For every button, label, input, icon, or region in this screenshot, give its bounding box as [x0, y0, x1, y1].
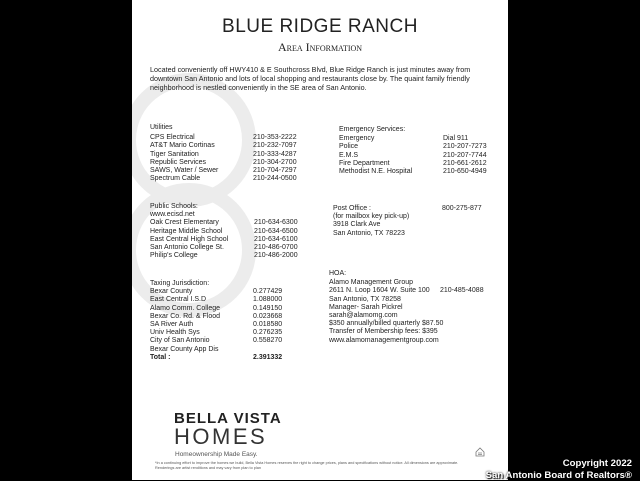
- school-row: Philip's College 210-486-2000: [150, 252, 298, 260]
- emergency-row: E.M.S 210-207-7744: [339, 151, 487, 159]
- tax-row: Bexar County 0.277429: [150, 288, 283, 296]
- hoa-website-link[interactable]: www.alamomanagementgroup.com: [329, 336, 439, 344]
- tax-row: Univ Health Sys 0.276235: [150, 329, 283, 337]
- hoa-manager: Manager- Sarah Pickrel: [329, 303, 403, 311]
- tax-row: Bexar Co. Rd. & Flood 0.023668: [150, 312, 283, 320]
- emergency-row: Police 210-207-7273: [339, 143, 487, 151]
- schools-website-link[interactable]: www.ecisd.net: [150, 211, 195, 219]
- emergency-heading: Emergency Services:: [339, 126, 406, 133]
- brand-tagline: Homeownership Made Easy.: [175, 451, 258, 458]
- post-office-line: San Antonio, TX 78223: [333, 229, 405, 237]
- utility-row: Tiger Sanitation 210-333-4287: [150, 150, 297, 158]
- board-overlay: San Antonio Board of Realtors®: [485, 470, 632, 481]
- brand-logo-line1: BELLA VISTA: [174, 410, 282, 427]
- tax-row: SA River Auth 0.018580: [150, 321, 283, 329]
- post-office-section: [333, 205, 493, 238]
- tax-total-row: Total : 2.391332: [150, 353, 283, 361]
- tax-row: Alamo Comm. College 0.149150: [150, 304, 283, 312]
- utilities-section: [150, 124, 297, 183]
- emergency-row: Fire Department 210-661-2612: [339, 159, 487, 167]
- utility-row: SAWS, Water / Sewer 210-704-7297: [150, 167, 297, 175]
- hoa-email-link[interactable]: sarah@alamomg.com: [329, 312, 398, 320]
- equal-housing-icon: [475, 447, 485, 457]
- taxing-section: [150, 280, 282, 362]
- tax-row: Bexar County App Dis: [150, 345, 219, 353]
- post-office-line: 3918 Clark Ave: [333, 221, 381, 229]
- school-row: Oak Crest Elementary 210-634-6300: [150, 219, 298, 227]
- school-row: San Antonio College St. 210-486-0700: [150, 244, 298, 252]
- intro-paragraph: Located conveniently off HWY410 & E Southcross Blvd, Blue Ridge Ranch is just minutes away from downtown San Antonio and lots of local shopping and restaurants close by. The quaint family friendly neighborhood is nestled conveniently in the SE area of San Antonio.: [150, 65, 471, 92]
- hoa-city: San Antonio, TX 78258: [329, 295, 401, 303]
- brand-logo-line2: HOMES: [174, 424, 268, 449]
- tax-row: East Central I.S.D 1.088000: [150, 296, 283, 304]
- page-title: BLUE RIDGE RANCH: [222, 16, 418, 37]
- hoa-dues: $350 annually/billed quarterly $87.50: [329, 320, 444, 328]
- utilities-heading: Utilities: [150, 124, 173, 131]
- hoa-section: [329, 270, 504, 345]
- utility-row: Republic Services 210-304-2700: [150, 158, 297, 166]
- emergency-row: Emergency Dial 911: [339, 135, 469, 143]
- post-office-phone: 800-275-877: [442, 205, 482, 212]
- school-row: Heritage Middle School 210-634-6500: [150, 227, 298, 235]
- hoa-name: Alamo Management Group: [329, 279, 414, 287]
- emergency-row: Methodist N.E. Hospital 210-650-4949: [339, 168, 487, 176]
- schools-section: [150, 203, 298, 260]
- utility-row: CPS Electrical 210-353-2222: [150, 134, 297, 142]
- disclaimer: *In a continuing effort to improve the homes we build, Bella Vista Homes reserves the right to change prices, plans and specifications without notice. All dimensions are approximate. Renderings are artist renditions and may vary from plan to plan: [155, 461, 459, 470]
- schools-heading: Public Schools:: [150, 203, 198, 210]
- utility-row: Spectrum Cable 210-244-0500: [150, 175, 297, 183]
- hoa-transfer-fee: Transfer of Membership fees: $395: [329, 328, 438, 336]
- page-subtitle: Area Information: [277, 40, 363, 54]
- post-office-heading: Post Office :: [333, 205, 371, 212]
- post-office-line: (for mailbox key pick-up): [333, 213, 410, 221]
- school-row: East Central High School 210-634-6100: [150, 235, 298, 243]
- info-sheet: [132, 0, 508, 480]
- hoa-address: 2611 N. Loop 1604 W. Suite 100: [329, 287, 430, 295]
- copyright-overlay: Copyright 2022: [562, 458, 632, 469]
- emergency-section: [339, 126, 487, 176]
- taxing-heading: Taxing Jurisdiction:: [150, 280, 210, 287]
- utility-row: AT&T Mario Cortinas 210-232-7097: [150, 142, 297, 150]
- hoa-phone: 210-485-4088: [440, 287, 484, 295]
- hoa-heading: HOA:: [329, 270, 347, 277]
- tax-row: City of San Antonio 0.558270: [150, 337, 283, 345]
